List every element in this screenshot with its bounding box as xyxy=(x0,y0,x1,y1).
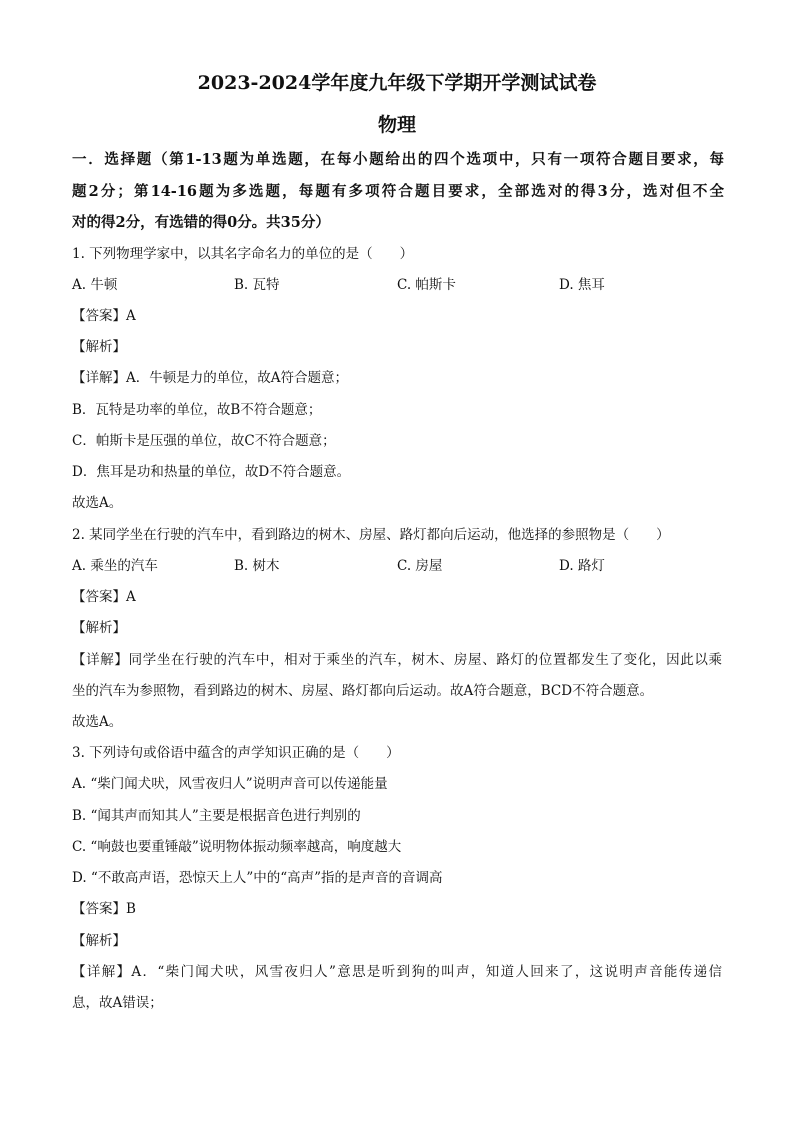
section-instructions-line-3: 对的得2分，有选错的得0分。共35分） xyxy=(72,214,330,231)
q2-option-b: B. 树木 xyxy=(234,558,280,574)
q1-stem: 1. 下列物理学家中，以其名字命名力的单位的是（ ） xyxy=(72,246,414,262)
q3-option-b: B. “闻其声而知其人”主要是根据音色进行判别的 xyxy=(72,808,361,824)
q1-options xyxy=(72,276,722,294)
section-instructions-line-1: 一．选择题（第1-13题为单选题，在每小题给出的四个选项中，只有一项符合题目要求，每 xyxy=(72,151,724,168)
q2-conclusion: 故选A。 xyxy=(72,714,123,730)
q2-option-d: D. 路灯 xyxy=(559,558,605,574)
q1-detail-1: 【详解】A．牛顿是力的单位，故A符合题意； xyxy=(72,370,348,386)
q2-detail-1: 【详解】同学坐在行驶的汽车中，相对于乘坐的汽车，树木、房屋、路灯的位置都发生了变化，因此以乘 xyxy=(72,652,722,668)
q2-option-a: A. 乘坐的汽车 xyxy=(72,558,158,574)
subject-title: 物理 xyxy=(377,114,416,136)
exam-title: 2023-2024学年度九年级下学期开学测试试卷 xyxy=(197,72,597,94)
section-instructions-line-2: 题2分；第14-16题为多选题，每题有多项符合题目要求，全部选对的得3分，选对但不全 xyxy=(72,183,724,200)
q2-stem: 2. 某同学坐在行驶的汽车中，看到路边的树木、房屋、路灯都向后运动，他选择的参照物是（ ） xyxy=(72,527,670,543)
q1-detail-3: C．帕斯卡是压强的单位，故C不符合题意； xyxy=(72,433,336,449)
q1-analysis-label: 【解析】 xyxy=(72,339,126,355)
q3-option-a: A. “柴门闻犬吠，风雪夜归人”说明声音可以传递能量 xyxy=(72,776,388,792)
q1-detail-4: D．焦耳是功和热量的单位，故D不符合题意。 xyxy=(72,464,351,480)
q3-analysis-label: 【解析】 xyxy=(72,933,126,949)
q3-detail-2: 息，故A错误； xyxy=(72,995,163,1011)
q1-conclusion: 故选A。 xyxy=(72,495,123,511)
q1-option-c: C. 帕斯卡 xyxy=(397,277,456,293)
q2-options xyxy=(72,557,722,575)
q3-answer: 【答案】B xyxy=(72,901,136,917)
q2-option-c: C. 房屋 xyxy=(397,558,443,574)
q1-option-d: D. 焦耳 xyxy=(559,277,605,293)
q3-option-c: C. “响鼓也要重锤敲”说明物体振动频率越高，响度越大 xyxy=(72,839,402,855)
q3-option-d: D. “不敢高声语，恐惊天上人”中的“高声”指的是声音的音调高 xyxy=(72,870,443,886)
q2-answer: 【答案】A xyxy=(72,589,136,605)
q1-detail-2: B．瓦特是功率的单位，故B不符合题意； xyxy=(72,402,322,418)
q2-analysis-label: 【解析】 xyxy=(72,620,126,636)
q1-answer: 【答案】A xyxy=(72,308,136,324)
q3-detail-1: 【详解】A．“柴门闻犬吠，风雪夜归人”意思是听到狗的叫声，知道人回来了，这说明声音能传递信 xyxy=(72,964,722,980)
q1-option-a: A. 牛顿 xyxy=(72,277,118,293)
q3-stem: 3. 下列诗句或俗语中蕴含的声学知识正确的是（ ） xyxy=(72,745,400,761)
q1-option-b: B. 瓦特 xyxy=(234,277,280,293)
q2-detail-2: 坐的汽车为参照物，看到路边的树木、房屋、路灯都向后运动。故A符合题意，BCD不符合题意。 xyxy=(72,683,654,699)
